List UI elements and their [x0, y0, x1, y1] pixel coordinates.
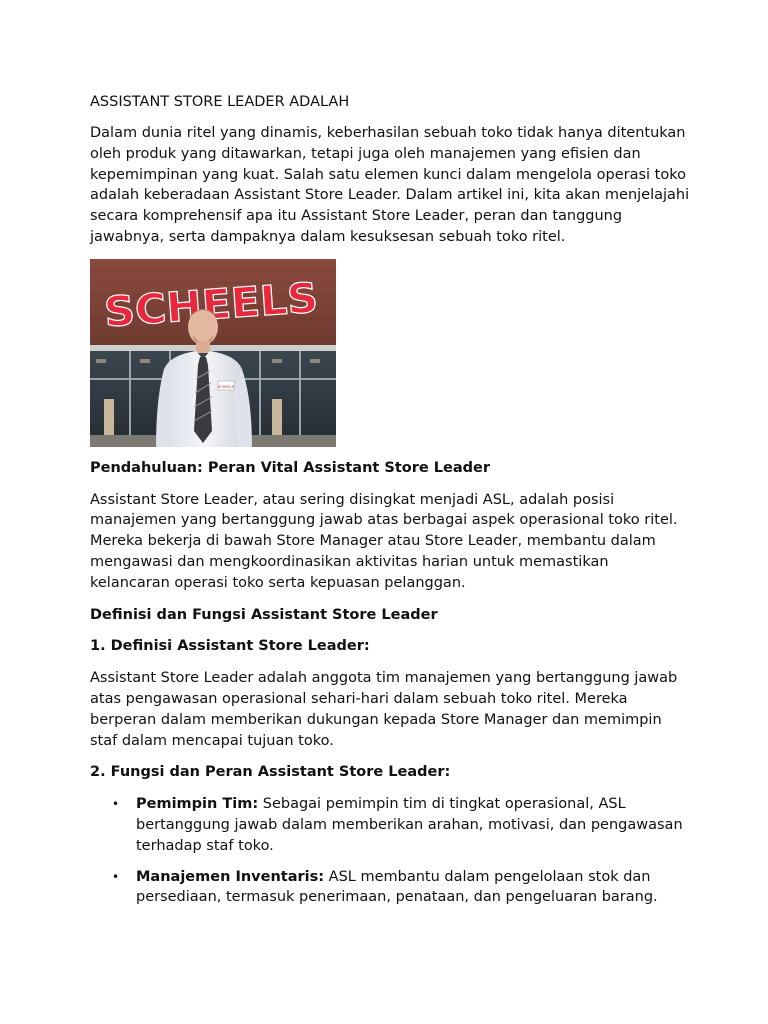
- list-item-term: Pemimpin Tim:: [136, 796, 259, 813]
- list-item-term: Manajemen Inventaris:: [136, 868, 325, 885]
- list-item: [90, 867, 690, 909]
- bullet-marker: •: [112, 797, 120, 812]
- fungsi-list: [90, 794, 690, 908]
- intro-paragraph: Dalam dunia ritel yang dinamis, keberhasilan sebuah toko tidak hanya ditentukan oleh produk yang ditawarkan, tetapi juga oleh manajemen yang efisien dan kepemimpinan yang kuat. Salah satu elemen kunci dalam mengelola operasi toko adalah keberadaan Assistant Store Leader. Dalam artikel ini, kita akan menjelajahi secara komprehensif apa itu Assistant Store Leader, peran dan tanggung jawabnya, serta dampaknya dalam kesuksesan sebuah toko ritel.: [90, 125, 690, 245]
- list-item-text: ASL membantu dalam pengelolaan stok dan persediaan, termasuk penerimaan, penataan, dan pengeluaran barang.: [136, 868, 658, 906]
- list-item-text: Sebagai pemimpin tim di tingkat operasional, ASL bertanggung jawab dalam memberikan arahan, motivasi, dan pengawasan terhadap staf toko.: [136, 796, 683, 854]
- bullet-marker: •: [112, 869, 120, 884]
- list-item: [90, 794, 690, 856]
- badge-text: SCHEELS: [218, 384, 234, 389]
- pendahuluan-paragraph: Assistant Store Leader, atau sering disingkat menjadi ASL, adalah posisi manajemen yang bertanggung jawab atas berbagai aspek operasional toko ritel. Mereka bekerja di bawah Store Manager atau Store Leader, membantu dalam mengawasi dan mengkoordinasikan aktivitas harian untuk memastikan kelancaran operasi toko serta kepuasan pelanggan.: [90, 491, 678, 591]
- scheels-sign-text: SCHEELS: [102, 273, 312, 337]
- definisi-paragraph: Assistant Store Leader adalah anggota tim manajemen yang bertanggung jawab atas pengawasan operasional sehari-hari dalam sebuah toko ritel. Mereka berperan dalam memberikan dukungan kepada Store Manager dan memimpin staf dalam mencapai tujuan toko.: [90, 670, 678, 749]
- definisi-fungsi-heading: Definisi dan Fungsi Assistant Store Leader: [90, 606, 438, 623]
- definisi-heading: 1. Definisi Assistant Store Leader:: [90, 638, 370, 655]
- fungsi-heading: 2. Fungsi dan Peran Assistant Store Leader:: [90, 764, 451, 781]
- store-leader-photo: [90, 259, 336, 447]
- document-title: ASSISTANT STORE LEADER ADALAH: [90, 94, 350, 110]
- pendahuluan-heading: Pendahuluan: Peran Vital Assistant Store Leader: [90, 459, 490, 476]
- document-page: [90, 92, 690, 918]
